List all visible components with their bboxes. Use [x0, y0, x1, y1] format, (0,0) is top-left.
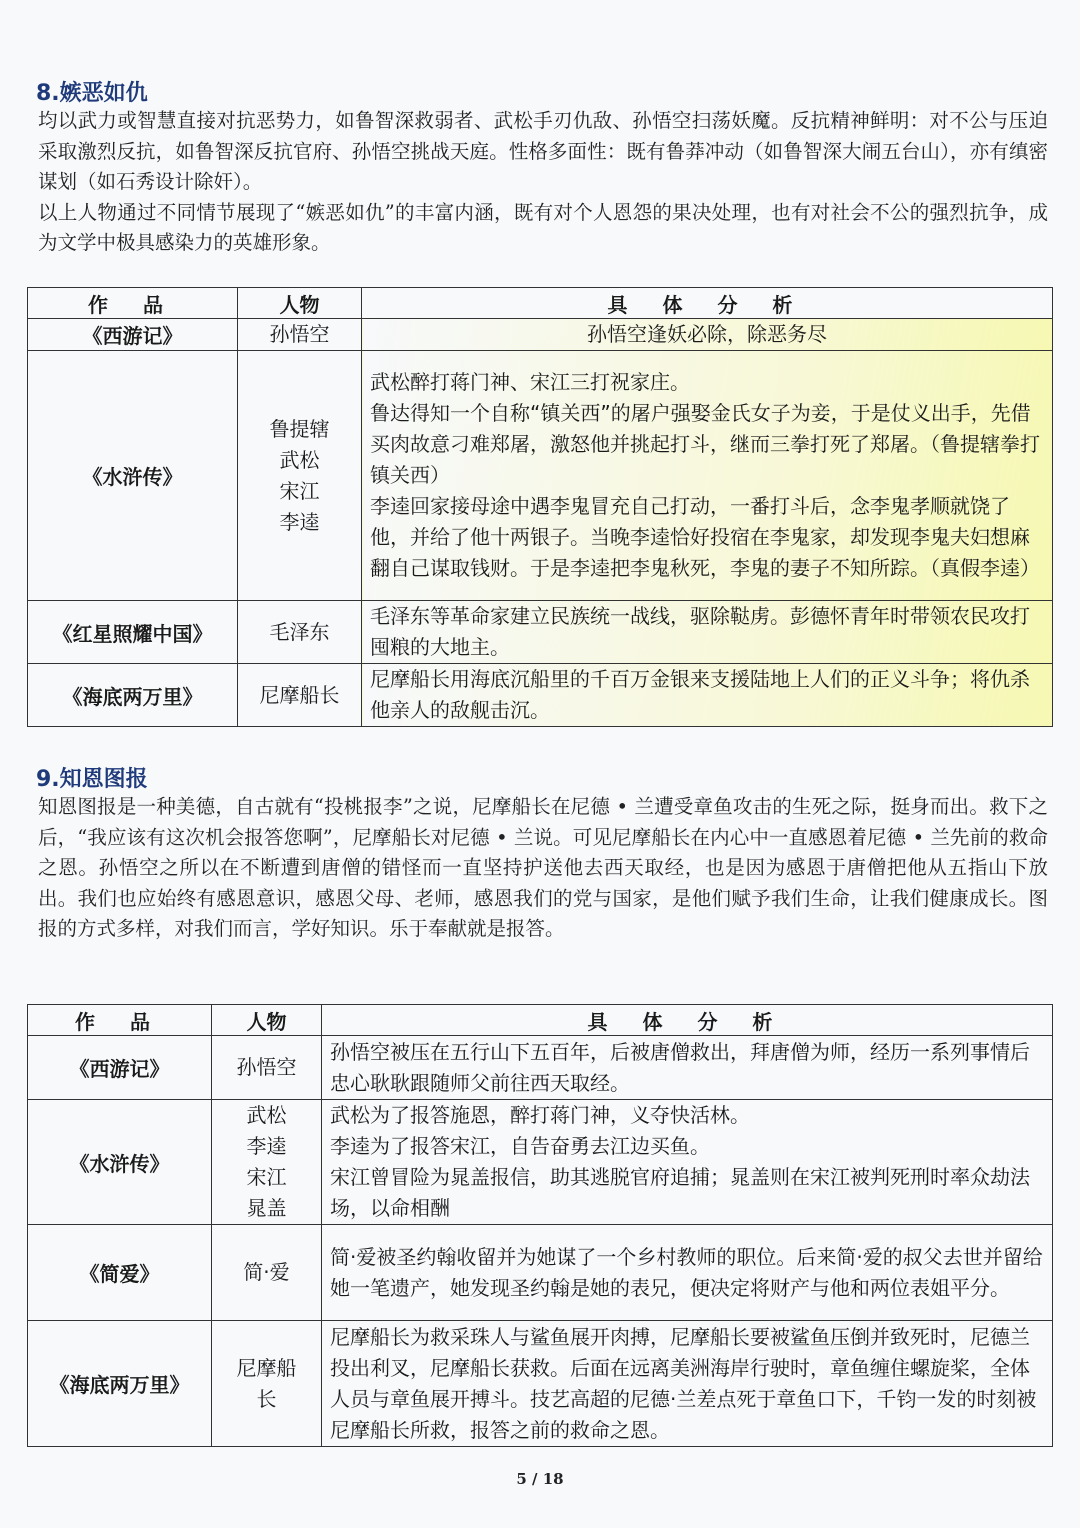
- person-name: 孙悟空: [269, 322, 330, 346]
- person-cell: [238, 601, 362, 664]
- person-name: 简·爱: [243, 1260, 290, 1284]
- person-name: 鲁提辖: [269, 416, 330, 441]
- analysis-text: 武松为了报答施恩，醉打蒋门神，义夺快活林。: [330, 1103, 750, 1127]
- person-cell: [238, 319, 362, 351]
- work-cell: 《西游记》: [28, 1036, 212, 1100]
- header-analysis: 具 体 分 析: [362, 288, 1053, 319]
- analysis-text: 尼摩船长用海底沉船里的千百万金银来支援陆地上人们的正义斗争；将仇杀他亲人的敌舰击沉。: [370, 667, 1030, 722]
- person-name: 宋江: [246, 1165, 287, 1189]
- analysis-text: 鲁达得知一个自称“镇关西”的屠户强娶金氏女子为妾，于是仗义出手，先借买肉故意刁难郑屠，激怒他并挑起打斗，继而三拳打死了郑屠。（鲁提辖拳打镇关西）: [370, 401, 1040, 487]
- analysis-text: 武松醉打蒋门神、宋江三打祝家庄。: [370, 370, 690, 394]
- header-person: 人物: [238, 288, 362, 319]
- analysis-cell: [362, 601, 1053, 664]
- person-name: 李逵: [246, 1134, 287, 1158]
- analysis-text: 毛泽东等革命家建立民族统一战线，驱除鞑虏。彭德怀青年时带领农民攻打囤粮的大地主。: [370, 604, 1030, 659]
- table-row: [28, 351, 1053, 601]
- person-name: 宋江: [279, 478, 320, 503]
- work-cell: 《简爱》: [28, 1225, 212, 1321]
- analysis-cell: [362, 319, 1053, 351]
- person-name: 长: [256, 1386, 277, 1411]
- work-cell: 《水浒传》: [28, 1100, 212, 1225]
- section-9-table: [27, 1004, 1053, 1447]
- person-cell: [212, 1225, 322, 1321]
- analysis-text: 李逵为了报答宋江，自告奋勇去江边买鱼。: [330, 1134, 710, 1158]
- analysis-cell: [362, 351, 1053, 601]
- header-work: 作 品: [28, 288, 238, 319]
- analysis-text: 孙悟空被压在五行山下五百年，后被唐僧救出，拜唐僧为师，经历一系列事情后忠心耿耿跟随师父前往西天取经。: [330, 1039, 1030, 1095]
- analysis-cell: [362, 664, 1053, 727]
- table-header-row: [28, 1005, 1053, 1036]
- analysis-text: 宋江曾冒险为晁盖报信，助其逃脱官府追捕；晁盖则在宋江被判死刑时率众劫法场，以命相酬: [330, 1165, 1030, 1220]
- header-analysis: 具 体 分 析: [322, 1005, 1053, 1036]
- table-row: [28, 601, 1053, 664]
- page-number: 5 / 18: [516, 1470, 564, 1488]
- section-8-table: [27, 287, 1053, 727]
- table-row: [28, 1036, 1053, 1100]
- person-name: 尼摩船长: [259, 682, 340, 707]
- section-9-paragraph-1: 知恩图报是一种美德，自古就有“投桃报李”之说，尼摩船长在尼德 • 兰遭受章鱼攻击的生死之际，挺身而出。救下之后，“我应该有这次机会报答您啊”，尼摩船长对尼德 • 兰说。可见尼摩船长在内心中一直感恩着尼德 • 兰先前的救命之恩。孙悟空之所以在不断遭到唐僧的错怪而一直坚持护送他去西天取经，也是因为感恩于唐僧把他从五指山下放出。我们也应始终有感恩意识，感恩父母、老师，感恩我们的党与国家，是他们赋予我们生命，让我们健康成长。图报的方式多样，对我们而言，学好知识。乐于奉献就是报答。: [38, 795, 1048, 940]
- analysis-text: 孙悟空逢妖必除，除恶务尽: [587, 322, 827, 346]
- person-name: 尼摩船: [236, 1355, 297, 1380]
- person-name: 武松: [279, 447, 320, 472]
- person-name: 李逵: [279, 509, 320, 534]
- work-cell: 《水浒传》: [28, 351, 238, 601]
- analysis-cell: [322, 1321, 1053, 1447]
- table-header-row: [28, 288, 1053, 319]
- person-name: 孙悟空: [236, 1055, 297, 1079]
- person-cell: [238, 664, 362, 727]
- person-cell: [212, 1036, 322, 1100]
- analysis-cell: [322, 1225, 1053, 1321]
- analysis-cell: [322, 1100, 1053, 1225]
- analysis-text: 简·爱被圣约翰收留并为她谋了一个乡村教师的职位。后来简·爱的叔父去世并留给她一笔遗产，她发现圣约翰是她的表兄，便决定将财产与他和两位表姐平分。: [330, 1244, 1043, 1300]
- table-row: [28, 1100, 1053, 1225]
- analysis-text: 尼摩船长为救采珠人与鲨鱼展开肉搏，尼摩船长要被鲨鱼压倒并致死时，尼德兰投出利叉，尼摩船长获救。后面在远离美洲海岸行驶时，章鱼缠住螺旋桨，全体人员与章鱼展开搏斗。技艺高超的尼德·兰差点死于章鱼口下，千钧一发的时刻被尼摩船长所救，报答之前的救命之恩。: [330, 1324, 1037, 1442]
- table-row: [28, 1225, 1053, 1321]
- person-cell: [212, 1100, 322, 1225]
- person-cell: [238, 351, 362, 601]
- person-name: 毛泽东: [269, 619, 330, 644]
- person-name: 武松: [246, 1103, 287, 1127]
- analysis-text: 李逵回家接母途中遇李鬼冒充自己打动，一番打斗后，念李鬼孝顺就饶了他，并给了他十两银子。当晚李逵恰好投宿在李鬼家，却发现李鬼夫妇想麻翻自己谋取钱财。于是李逵把李鬼秋死，李鬼的妻子不知所踪。（真假李逵）: [370, 494, 1040, 580]
- person-cell: [212, 1321, 322, 1447]
- work-cell: 《西游记》: [28, 319, 238, 351]
- table-row: [28, 664, 1053, 727]
- header-work: 作 品: [28, 1005, 212, 1036]
- section-9-title: 9.知恩图报: [36, 767, 148, 792]
- person-name: 晁盖: [246, 1196, 287, 1220]
- analysis-cell: [322, 1036, 1053, 1100]
- section-8-paragraph-2: 以上人物通过不同情节展现了“嫉恶如仇”的丰富内涵，既有对个人恩怨的果决处理，也有对社会不公的强烈抗争，成为文学中极具感染力的英雄形象。: [38, 200, 1048, 254]
- work-cell: 《海底两万里》: [28, 1321, 212, 1447]
- table-row: [28, 1321, 1053, 1447]
- work-cell: 《海底两万里》: [28, 664, 238, 727]
- header-person: 人物: [212, 1005, 322, 1036]
- section-8-paragraph-1: 均以武力或智慧直接对抗恶势力，如鲁智深救弱者、武松手刃仇敌、孙悟空扫荡妖魔。反抗精神鲜明：对不公与压迫采取激烈反抗，如鲁智深反抗官府、孙悟空挑战天庭。性格多面性：既有鲁莽冲动（如鲁智深大闹五台山），亦有缜密谋划（如石秀设计除奸）。: [38, 109, 1048, 193]
- work-cell: 《红星照耀中国》: [28, 601, 238, 664]
- section-8-body: [38, 106, 1048, 259]
- section-8-title: 8.嫉恶如仇: [36, 81, 148, 106]
- section-9-body: [38, 792, 1048, 945]
- table-row: [28, 319, 1053, 351]
